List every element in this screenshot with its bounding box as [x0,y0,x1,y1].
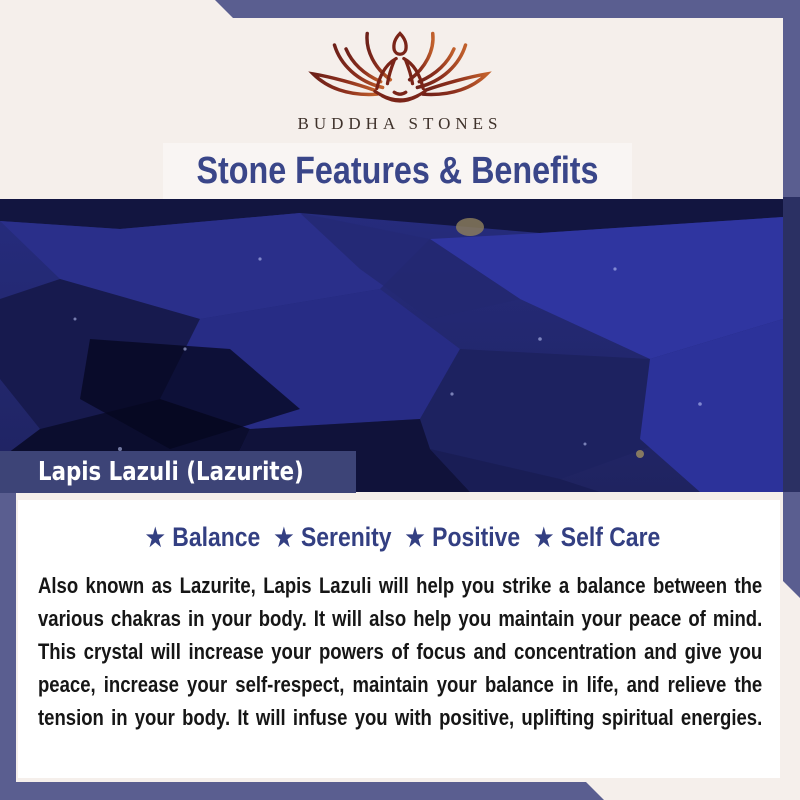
bottom-accent-bar [0,782,604,800]
right-accent-strip-top [783,0,800,197]
benefit-label: Serenity [300,522,392,552]
brand-name: BUDDHA STONES [297,114,503,133]
star-icon: ★ [274,525,294,552]
page-title: Stone Features & Benefits [196,149,599,192]
description-line: various chakras in your body. It will also help you maintain your peace of mind. [38,606,763,631]
benefits-card [18,500,780,778]
description-line: This crystal will increase your powers of focus and concentration and give you [38,639,763,664]
description-line: tension in your body. It will infuse you with positive, uplifting spiritual energies. [38,705,763,730]
right-accent-strip-bottom [783,492,800,598]
star-icon: ★ [405,525,425,552]
benefit-label: Positive [431,522,520,552]
top-accent-bar [215,0,800,18]
stone-name-bar [0,451,356,493]
title-banner [163,143,632,199]
lapis-lazuli-photo [0,199,783,492]
description-line: Also known as Lazurite, Lapis Lazuli will help you strike a balance between the [38,573,763,598]
benefit-label: Self Care [560,522,661,552]
description-line: peace, increase your self-respect, maintain your balance in life, and relieve the [38,672,763,697]
left-accent-strip-bottom [0,492,16,800]
right-accent-strip-middle [783,197,800,492]
lotus-meditation-icon [294,20,506,112]
star-icon: ★ [145,525,165,552]
benefit-label: Balance [172,522,261,552]
benefits-row [18,522,780,553]
stone-description [38,569,762,734]
stone-name: Lapis Lazuli (Lazurite) [38,457,304,487]
star-icon: ★ [534,525,553,552]
